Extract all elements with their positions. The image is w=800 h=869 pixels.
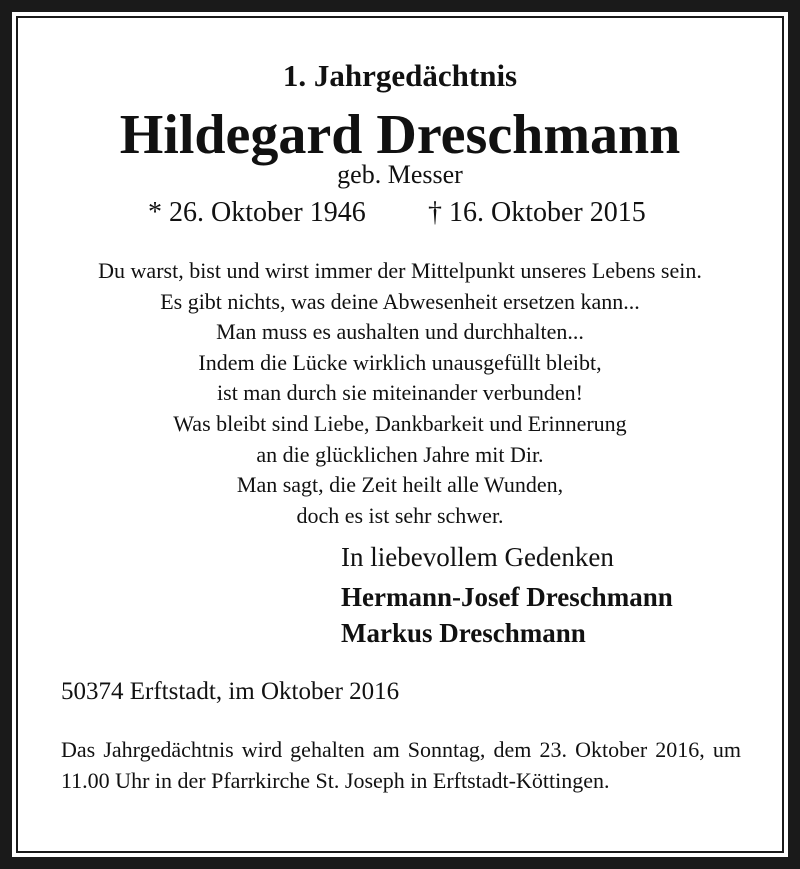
poem-line: Man sagt, die Zeit heilt alle Wunden, [236, 472, 564, 498]
poem-line: Indem die Lücke wirklich unausgefüllt bleibt, [198, 349, 602, 375]
poem [0, 256, 800, 531]
deceased-name: Hildegard Dreschmann [119, 104, 681, 166]
poem-line: ist man durch sie miteinander verbunden! [217, 380, 583, 406]
mourner-name: Hermann-Josef Dreschmann [341, 582, 673, 612]
signoff [341, 540, 673, 650]
maiden-name: geb. Messer [337, 160, 463, 189]
signoff-intro: In liebevollem Gedenken [341, 542, 614, 572]
birth-date: * 26. Oktober 1946 [148, 197, 366, 228]
poem-line: Man muss es aushalten und durchhalten... [216, 319, 584, 345]
death-date: † 16. Oktober 2015 [428, 197, 646, 228]
notice-heading: 1. Jahrgedächtnis [282, 58, 518, 93]
service-notice: Das Jahrgedächtnis wird gehalten am Sonntag, dem 23. Oktober 2016, um 11.00 Uhr in der Pfarrkirche St. Joseph in Erftstadt-Köttingen. [61, 737, 741, 793]
poem-line: Was bleibt sind Liebe, Dankbarkeit und Erinnerung [173, 410, 627, 436]
mourner-name: Markus Dreschmann [341, 618, 586, 648]
place-date: 50374 Erftstadt, im Oktober 2016 [61, 678, 400, 705]
poem-line: Du warst, bist und wirst immer der Mittelpunkt unseres Lebens sein. [98, 258, 702, 283]
poem-line: an die glücklichen Jahre mit Dir. [256, 441, 544, 467]
poem-line: Es gibt nichts, was deine Abwesenheit ersetzen kann... [160, 288, 640, 314]
poem-line: doch es ist sehr schwer. [296, 502, 504, 528]
